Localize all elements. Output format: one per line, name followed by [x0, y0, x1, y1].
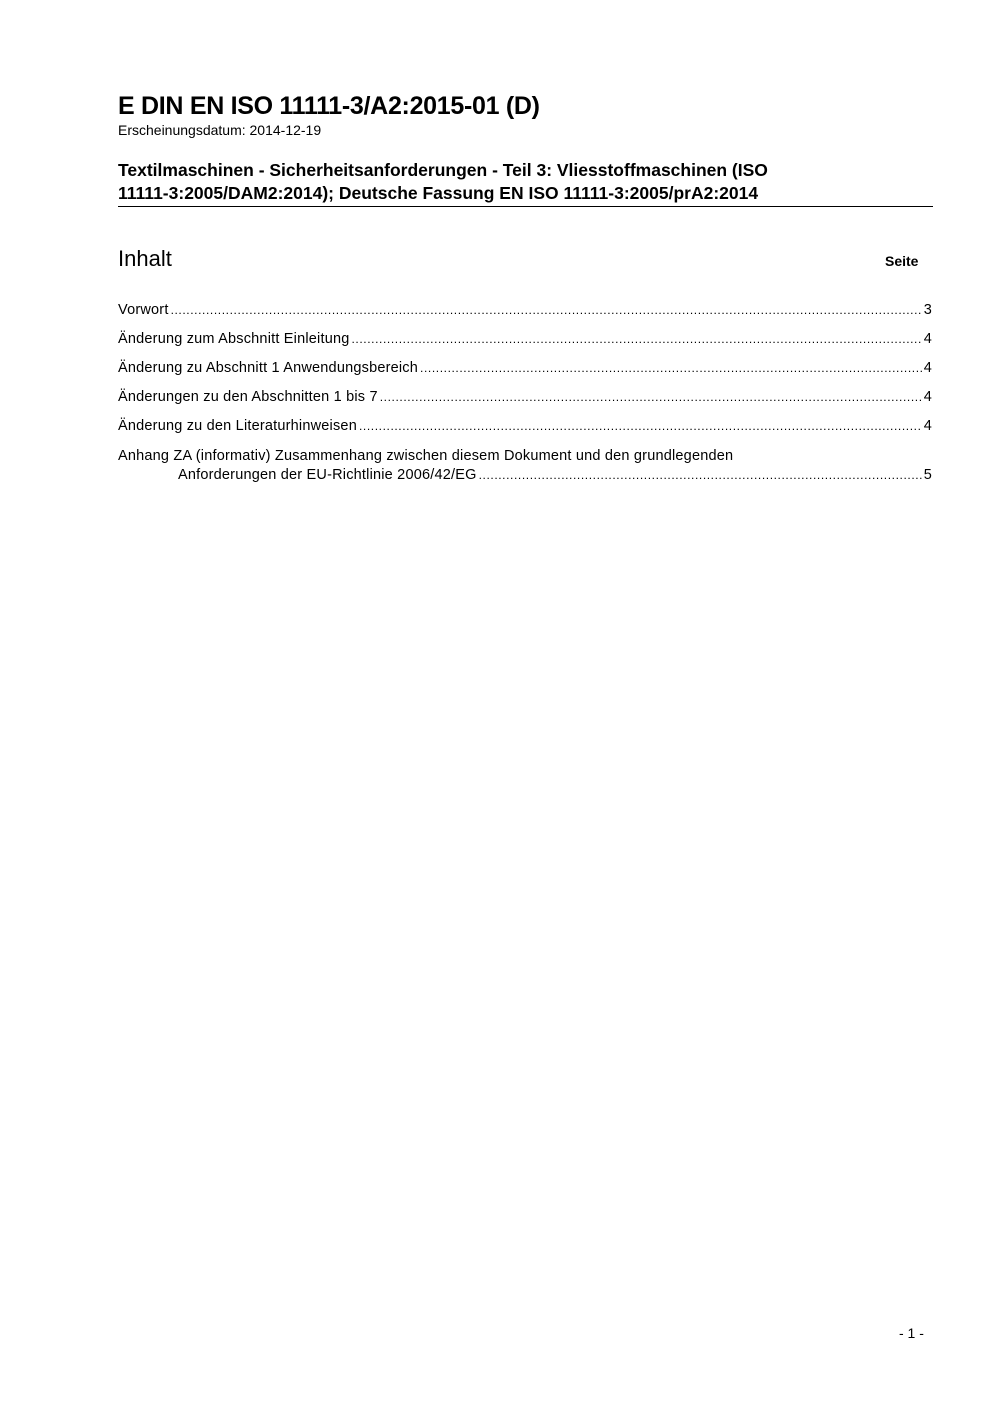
toc-entry-title-continuation — [118, 466, 932, 485]
toc-dot-leader — [352, 332, 922, 346]
toc-dot-leader — [479, 466, 922, 485]
toc-entry-vorwort[interactable] — [118, 302, 932, 331]
toc-entry-einleitung[interactable] — [118, 331, 932, 360]
toc-entry-anhang-za[interactable] — [118, 447, 932, 485]
toc-dot-leader — [359, 419, 922, 433]
subtitle-line: 11111-3:2005/DAM2:2014); Deutsche Fassung EN ISO 11111-3:2005/prA2:2014 — [118, 183, 759, 203]
toc-entry-anwendungsbereich[interactable] — [118, 360, 932, 389]
publication-date: Erscheinungsdatum: 2014-12-19 — [118, 122, 322, 138]
toc-entry-abschnitte-1-bis-7[interactable] — [118, 389, 932, 418]
subtitle-line: Textilmaschinen - Sicherheitsanforderungen - Teil 3: Vliesstoffmaschinen (ISO — [118, 160, 768, 180]
toc-dot-leader — [420, 361, 922, 375]
toc-entry-title: Änderung zum Abschnitt Einleitung — [118, 331, 350, 347]
toc-entry-page: 4 — [923, 389, 932, 405]
toc-entry-title: Anforderungen der EU-Richtlinie 2006/42/EG — [178, 467, 477, 483]
document-subtitle — [118, 159, 918, 205]
toc-entry-title: Änderungen zu den Abschnitten 1 bis 7 — [118, 389, 378, 405]
toc-entry-page: 4 — [923, 360, 932, 376]
table-of-contents — [118, 302, 932, 485]
toc-entry-title: Anhang ZA (informativ) Zusammenhang zwischen diesem Dokument und den grundlegenden — [118, 448, 734, 464]
toc-dot-leader — [171, 303, 922, 317]
toc-entry-page: 4 — [923, 331, 932, 347]
header-divider — [118, 206, 933, 207]
toc-dot-leader — [380, 390, 922, 404]
toc-entry-page: 3 — [923, 302, 932, 318]
toc-page-column-label: Seite — [885, 253, 919, 269]
toc-entry-literaturhinweise[interactable] — [118, 418, 932, 447]
document-title: E DIN EN ISO 11111-3/A2:2015-01 (D) — [118, 92, 540, 120]
page-number: - 1 - — [899, 1325, 924, 1341]
toc-entry-page: 5 — [923, 467, 932, 483]
toc-entry-page: 4 — [923, 418, 932, 434]
toc-heading: Inhalt — [118, 246, 172, 271]
toc-entry-title: Änderung zu Abschnitt 1 Anwendungsbereich — [118, 360, 419, 376]
toc-entry-title: Vorwort — [118, 302, 169, 318]
toc-entry-title: Änderung zu den Literaturhinweisen — [118, 418, 357, 434]
